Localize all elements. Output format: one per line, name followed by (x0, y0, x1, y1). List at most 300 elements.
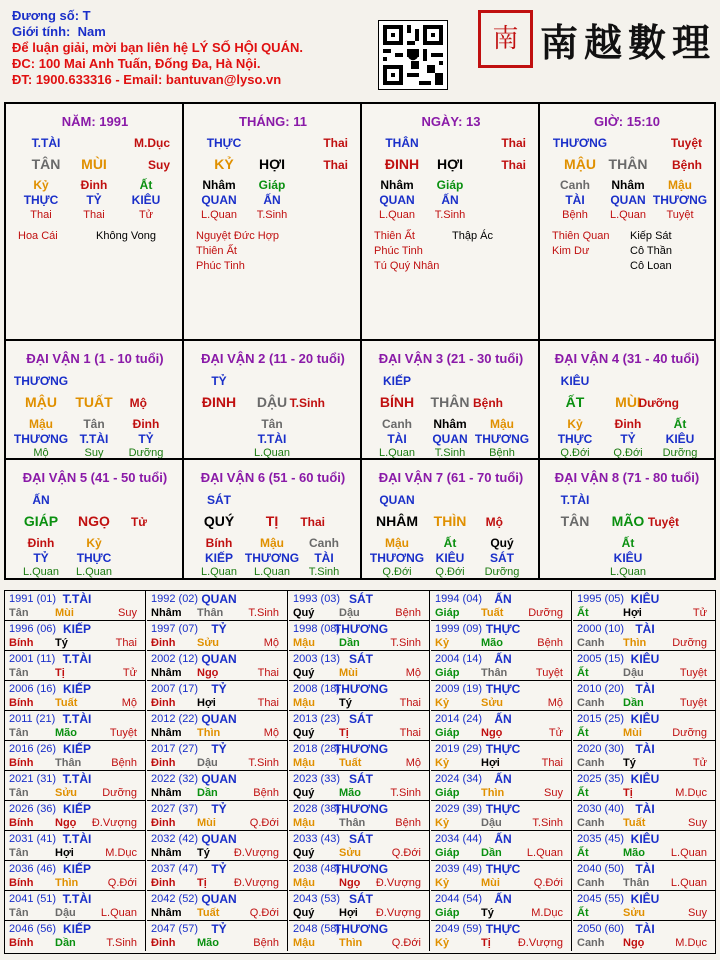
year-stage: Suy (118, 607, 137, 619)
year-label: 1998 (08) (293, 623, 341, 635)
year-branch: Tuất (481, 607, 504, 619)
year-god: TỶ (211, 682, 227, 696)
heavenly-stem: GIÁP (23, 513, 59, 529)
stage: Thai (300, 515, 325, 529)
hidden-stem: Mậu (385, 536, 409, 550)
stage: Tuyệt (670, 136, 702, 150)
hidden-stem: Kỷ (33, 178, 49, 192)
shen-sha: Kim Dư (552, 245, 590, 257)
life-stage: L.Quan (378, 209, 416, 221)
hidden-stem: Đinh (614, 417, 642, 431)
year-branch: Dậu (481, 817, 502, 829)
year-label: 2018 (28) (293, 743, 341, 755)
year-stem: Đinh (151, 877, 176, 889)
hidden-god: TỶ (138, 432, 154, 446)
year-god: SÁT (349, 832, 373, 846)
year-god: T.TÀI (62, 892, 92, 906)
year-branch: Thìn (55, 877, 79, 889)
life-stage: Q.Đới (613, 447, 643, 459)
year-cell (289, 771, 430, 801)
ten-god: T.TÀI (31, 136, 61, 150)
life-stage: T.Sinh (308, 566, 340, 578)
year-label: 2047 (57) (151, 923, 199, 935)
stage: Bệnh (672, 158, 702, 172)
life-stage: Suy (84, 447, 104, 459)
pillar-2 (362, 104, 540, 341)
year-branch: Dậu (623, 667, 644, 679)
chart-header (12, 8, 303, 88)
hidden-god: TÀI (314, 551, 334, 565)
dai-van-4 (540, 341, 714, 460)
life-stage: L.Quan (75, 566, 113, 578)
stage: Thai (323, 136, 348, 150)
hidden-god: QUAN (379, 193, 415, 207)
life-stage: L.Quan (378, 447, 416, 459)
shen-sha: Thiên Ất (374, 230, 415, 242)
year-label: 2008 (18) (293, 683, 341, 695)
life-stage: Bệnh (562, 209, 588, 221)
hidden-god: KIẾP (204, 551, 234, 565)
year-god: QUAN (201, 832, 237, 846)
year-branch: Thìn (339, 937, 363, 949)
hidden-god: SÁT (490, 551, 514, 565)
ten-god: TỶ (211, 374, 227, 388)
dai-van-title: ĐẠI VẬN 2 (11 - 20 tuổi) (201, 351, 345, 366)
hidden-stem: Mậu (29, 417, 53, 431)
gender: Giới tính: Nam (12, 24, 106, 39)
stage: Thai (501, 136, 526, 150)
year-label: 2009 (19) (435, 683, 483, 695)
year-branch: Ngọ (197, 667, 219, 679)
pillar-title: NĂM: 1991 (61, 114, 129, 129)
year-god: T.TÀI (62, 712, 92, 726)
year-cell (431, 741, 572, 771)
year-stage: Tuyệt (679, 697, 707, 709)
year-stage: M.Dục (675, 787, 707, 799)
year-stem: Bính (9, 757, 34, 769)
hidden-god: TÀI (387, 432, 407, 446)
year-stem: Bính (9, 937, 34, 949)
year-stage: Dưỡng (672, 727, 707, 739)
year-label: 2042 (52) (151, 893, 199, 905)
year-stage: Thai (399, 697, 421, 709)
life-stage: Bệnh (489, 447, 515, 459)
year-stem: Ất (577, 667, 589, 679)
year-stem: Mậu (293, 937, 315, 949)
year-branch: Dậu (339, 607, 360, 619)
year-god: THƯƠNG (333, 922, 389, 936)
year-stage: Dưỡng (102, 787, 137, 799)
year-god: ẤN (494, 772, 512, 786)
year-stem: Đinh (151, 757, 176, 769)
year-branch: Mùi (623, 727, 642, 739)
year-branch: Tuất (197, 907, 220, 919)
year-stage: Bệnh (537, 637, 563, 649)
qr-code (378, 20, 448, 90)
year-branch: Mão (623, 847, 645, 859)
year-cell (147, 921, 288, 951)
year-god: T.TÀI (62, 652, 92, 666)
year-branch: Tị (339, 727, 349, 739)
year-stage: Q.Đới (391, 847, 421, 859)
dai-van-title: ĐẠI VẬN 8 (71 - 80 tuổi) (554, 470, 700, 485)
heavenly-stem: MẬU (25, 394, 57, 410)
pillar-title: GIỜ: 15:10 (593, 114, 661, 129)
year-stage: Tuyệt (109, 727, 137, 739)
year-cell (5, 921, 146, 951)
year-god: KIÊU (630, 652, 660, 666)
dai-van-6 (184, 460, 362, 579)
year-stage: Đ.Vượng (375, 877, 421, 889)
year-label: 1991 (01) (9, 593, 57, 605)
year-god: KIÊU (630, 712, 660, 726)
hidden-stem: Bính (205, 536, 233, 550)
life-stage: Dưỡng (128, 447, 164, 459)
ten-god: THỰC (206, 136, 242, 150)
hidden-god: ẤN (441, 193, 459, 207)
dai-van-1 (6, 341, 184, 460)
year-label: 2012 (22) (151, 713, 199, 725)
year-cell (431, 591, 572, 621)
year-label: 1995 (05) (577, 593, 625, 605)
heavenly-stem: ẤT (565, 394, 585, 410)
hidden-god: THỰC (23, 193, 59, 207)
year-stage: Bệnh (253, 937, 279, 949)
hidden-god: QUAN (610, 193, 646, 207)
year-stem: Tân (9, 847, 29, 859)
hidden-stem: Giáp (258, 178, 286, 192)
hidden-stem: Canh (309, 536, 339, 550)
year-branch: Tị (55, 667, 65, 679)
year-stage: Thai (399, 727, 421, 739)
year-stem: Giáp (435, 907, 460, 919)
year-god: KIÊU (630, 592, 660, 606)
hidden-god: THƯƠNG (244, 551, 300, 565)
year-label: 2039 (49) (435, 863, 483, 875)
life-stage: Thai (83, 209, 105, 221)
year-stem: Kỷ (435, 877, 450, 889)
year-label: 2049 (59) (435, 923, 483, 935)
year-stem: Nhâm (151, 847, 182, 859)
year-stem: Đinh (151, 637, 176, 649)
stage: Bệnh (473, 396, 503, 410)
dai-van-title: ĐẠI VẬN 1 (1 - 10 tuổi) (26, 351, 164, 366)
year-stem: Nhâm (151, 667, 182, 679)
life-stage: T.Sinh (434, 209, 466, 221)
pillar-title: NGÀY: 13 (421, 114, 481, 129)
hidden-stem: Mậu (668, 178, 692, 192)
hidden-god: THƯƠNG (369, 551, 425, 565)
year-stage: Tử (548, 727, 563, 739)
year-cell (573, 921, 715, 951)
year-stage: Mộ (263, 637, 279, 649)
life-stage: Thai (30, 209, 52, 221)
year-cell (147, 681, 288, 711)
year-cell (147, 651, 288, 681)
hidden-stem: Tân (83, 417, 105, 431)
heavenly-stem: QUÝ (203, 513, 235, 529)
year-cell (573, 681, 715, 711)
year-god: KIẾP (62, 922, 92, 936)
year-cell (5, 861, 146, 891)
year-branch: Thìn (623, 637, 647, 649)
year-god: KIÊU (630, 772, 660, 786)
life-stage: L.Quan (253, 566, 291, 578)
year-branch: Mùi (55, 607, 74, 619)
year-branch: Tị (481, 937, 491, 949)
year-cell (573, 741, 715, 771)
life-stage: Mộ (33, 447, 49, 459)
year-label: 1996 (06) (9, 623, 57, 635)
year-stage: Q.Đới (533, 877, 563, 889)
year-stage: T.Sinh (248, 607, 279, 619)
year-label: 2021 (31) (9, 773, 57, 785)
year-cell (431, 921, 572, 951)
year-branch: Ngọ (623, 937, 645, 949)
year-cell (5, 651, 146, 681)
year-cell (431, 651, 572, 681)
year-god: ẤN (494, 832, 512, 846)
year-label: 1997 (07) (151, 623, 199, 635)
year-branch: Tuất (623, 817, 646, 829)
earthly-branch: TỊ (265, 513, 279, 529)
year-cell (289, 741, 430, 771)
year-cell (573, 651, 715, 681)
year-branch: Sửu (481, 697, 504, 709)
phone-email-line: ĐT: 1900.633316 - Email: bantuvan@lyso.vn (12, 72, 282, 87)
life-stage: Tuyệt (666, 209, 694, 221)
year-god: TỶ (211, 862, 227, 876)
earthly-branch: HỢI (437, 156, 463, 172)
earthly-branch: THÌN (433, 513, 467, 529)
year-label: 2045 (55) (577, 893, 625, 905)
year-branch: Thân (339, 817, 366, 829)
year-cell (289, 921, 430, 951)
year-stem: Giáp (435, 667, 460, 679)
year-stage: T.Sinh (390, 787, 421, 799)
year-cell (431, 891, 572, 921)
hidden-stem: Nhâm (202, 178, 236, 192)
year-cell (431, 801, 572, 831)
year-branch: Tuất (339, 757, 362, 769)
year-stem: Đinh (151, 937, 176, 949)
hidden-stem: Nhâm (380, 178, 414, 192)
year-label: 2029 (39) (435, 803, 483, 815)
life-stage: Q.Đới (435, 566, 465, 578)
year-cell (5, 681, 146, 711)
year-cell (289, 831, 430, 861)
earthly-branch: MÃO (611, 513, 645, 529)
earthly-branch: NGỌ (78, 513, 110, 529)
heavenly-stem: ĐINH (201, 394, 237, 410)
shen-sha: Phúc Tinh (374, 245, 423, 257)
pillar-1 (184, 104, 362, 341)
stage: Mộ (485, 515, 503, 529)
year-label: 2020 (30) (577, 743, 625, 755)
life-stage: L.Quan (200, 209, 238, 221)
year-stem: Bính (9, 877, 34, 889)
stage: Dưỡng (638, 396, 679, 410)
year-stem: Canh (577, 697, 605, 709)
year-stage: Thai (257, 667, 279, 679)
year-label: 2050 (60) (577, 923, 625, 935)
hidden-stem: Mậu (490, 417, 514, 431)
hidden-stem: Đinh (80, 178, 108, 192)
year-branch: Thân (197, 607, 224, 619)
year-god: SÁT (349, 712, 373, 726)
year-label: 2041 (51) (9, 893, 57, 905)
year-god: TÀI (635, 862, 655, 876)
year-cell (431, 771, 572, 801)
hidden-stem: Mậu (260, 536, 284, 550)
year-cell (573, 801, 715, 831)
hidden-god: TỶ (33, 551, 49, 565)
hidden-god: THỰC (557, 432, 593, 446)
dai-van-5 (6, 460, 184, 579)
year-label: 2019 (29) (435, 743, 483, 755)
year-stem: Mậu (293, 637, 315, 649)
stage: Thai (501, 158, 526, 172)
year-stage: Tuyệt (679, 667, 707, 679)
year-god: QUAN (201, 772, 237, 786)
heavenly-stem: MẬU (564, 156, 596, 172)
year-stem: Quý (293, 727, 315, 739)
year-stage: Đ.Vượng (233, 877, 279, 889)
hidden-stem: Tân (261, 417, 283, 431)
life-stage: T.Sinh (256, 209, 288, 221)
hidden-stem: Ất (621, 536, 635, 550)
year-label: 2013 (23) (293, 713, 341, 725)
year-label: 2000 (10) (577, 623, 625, 635)
hidden-stem: Kỷ (567, 417, 583, 431)
year-god: TÀI (635, 682, 655, 696)
year-stage: Đ.Vượng (375, 907, 421, 919)
year-god: ẤN (494, 892, 512, 906)
year-cell (431, 711, 572, 741)
year-label: 2022 (32) (151, 773, 199, 785)
year-branch: Thìn (481, 787, 505, 799)
hidden-god: THƯƠNG (652, 193, 708, 207)
year-label: 2001 (11) (9, 653, 56, 665)
shen-sha: Cô Loan (630, 260, 672, 272)
ten-god: QUAN (379, 493, 415, 507)
year-branch: Tý (623, 757, 636, 769)
year-label: 2046 (56) (9, 923, 57, 935)
year-label: 1999 (09) (435, 623, 483, 635)
ten-god: T.TÀI (560, 493, 590, 507)
year-stem: Kỷ (435, 637, 450, 649)
stage: T.Sinh (289, 396, 325, 410)
year-stage: Q.Đới (249, 907, 279, 919)
year-cell (289, 621, 430, 651)
year-stem: Canh (577, 757, 605, 769)
year-stage: Q.Đới (249, 817, 279, 829)
year-label: 2006 (16) (9, 683, 57, 695)
year-branch: Dậu (197, 757, 218, 769)
life-stage: L.Quan (609, 566, 647, 578)
year-branch: Dần (197, 787, 218, 799)
year-label: 2026 (36) (9, 803, 57, 815)
year-stem: Mậu (293, 697, 315, 709)
hidden-god: KIÊU (435, 551, 465, 565)
shen-sha: Thiên Quan (552, 230, 610, 242)
year-cell (5, 831, 146, 861)
year-branch: Ngọ (55, 817, 77, 829)
year-god: KIẾP (62, 862, 92, 876)
ten-god: KIÊU (560, 374, 590, 388)
year-stage: L.Quan (670, 877, 707, 889)
year-label: 2036 (46) (9, 863, 57, 875)
year-branch: Tuất (55, 697, 78, 709)
year-cell (573, 591, 715, 621)
year-stage: Mộ (405, 667, 421, 679)
year-branch: Hợi (197, 697, 216, 709)
life-stage: Tử (138, 209, 154, 221)
year-stem: Nhâm (151, 787, 182, 799)
shen-sha: Thiên Ất (196, 245, 237, 257)
hidden-god: TỶ (86, 193, 102, 207)
hidden-stem: Đinh (132, 417, 160, 431)
year-branch: Mão (339, 787, 361, 799)
hidden-god: T.TÀI (79, 432, 109, 446)
year-god: TỶ (211, 742, 227, 756)
year-label: 1994 (04) (435, 593, 483, 605)
year-stage: T.Sinh (390, 637, 421, 649)
year-stem: Tân (9, 667, 29, 679)
year-stem: Mậu (293, 817, 315, 829)
year-stem: Tân (9, 727, 29, 739)
year-label: 2025 (35) (577, 773, 625, 785)
life-stage: Dưỡng (484, 566, 520, 578)
dai-van-title: ĐẠI VẬN 3 (21 - 30 tuổi) (378, 351, 524, 366)
year-branch: Mùi (197, 817, 216, 829)
year-stage: Thai (541, 757, 563, 769)
pillar-3 (540, 104, 714, 341)
year-branch: Thân (623, 877, 650, 889)
hidden-stem: Nhâm (433, 417, 467, 431)
year-cell (573, 861, 715, 891)
year-cell (5, 891, 146, 921)
year-branch: Dậu (55, 907, 76, 919)
year-stage: T.Sinh (532, 817, 563, 829)
year-stem: Nhâm (151, 727, 182, 739)
dai-van-title: ĐẠI VẬN 7 (61 - 70 tuổi) (378, 470, 524, 485)
year-label: 1993 (03) (293, 593, 341, 605)
year-god: SÁT (349, 892, 373, 906)
year-cell (289, 591, 430, 621)
seal-icon: 南 (478, 10, 533, 68)
year-branch: Ngọ (339, 877, 361, 889)
life-stage: T.Sinh (434, 447, 466, 459)
year-branch: Mão (197, 937, 219, 949)
hidden-god: KIÊU (665, 432, 695, 446)
year-god: THƯƠNG (333, 742, 389, 756)
year-god: KIÊU (630, 892, 660, 906)
ten-god: SÁT (207, 493, 231, 507)
year-stem: Bính (9, 817, 34, 829)
year-cell (147, 621, 288, 651)
year-label: 2002 (12) (151, 653, 199, 665)
year-god: KIẾP (62, 622, 92, 636)
year-cell (431, 681, 572, 711)
year-stem: Quý (293, 847, 315, 859)
earthly-branch: HỢI (259, 156, 285, 172)
year-cell (289, 681, 430, 711)
contact-line: Để luận giải, mời bạn liên hệ LÝ SỐ HỘI QUÁN. (12, 40, 303, 55)
year-stage: Thai (257, 697, 279, 709)
year-branch: Thìn (197, 727, 221, 739)
year-stem: Canh (577, 877, 605, 889)
